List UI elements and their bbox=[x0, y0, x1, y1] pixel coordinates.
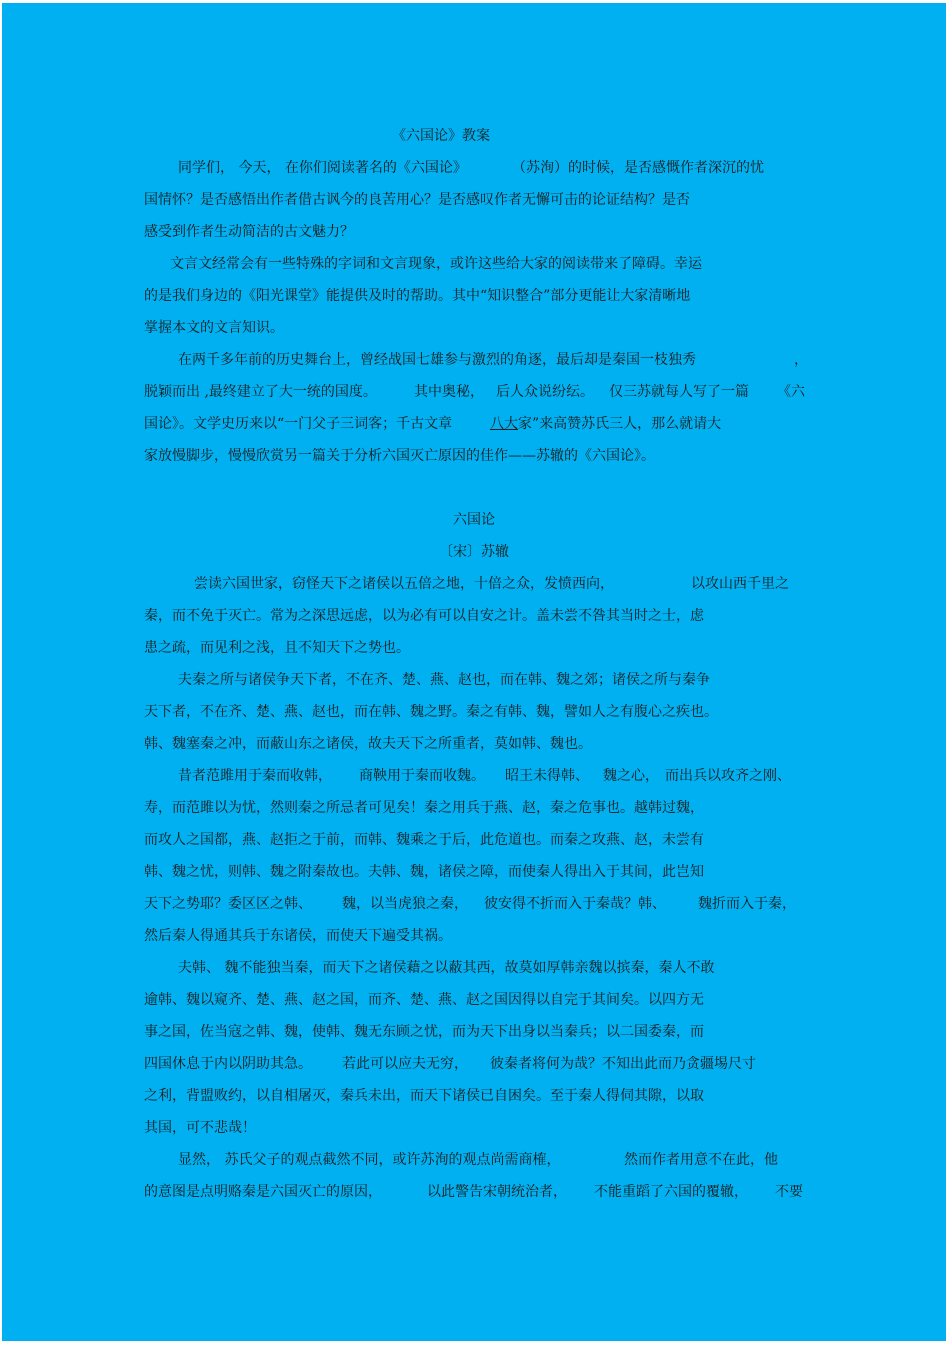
essay-line: 秦，而不免于灭亡。常为之深思远虑，以为必有可以自安之计。盖未尝不咎其当时之士，虑 bbox=[144, 608, 704, 624]
essay-line: 夫韩、 魏不能独当秦，而天下之诸侯藉之以蔽其西，故莫如厚韩亲魏以摈秦，秦人不敢 bbox=[178, 960, 715, 976]
intro-line: 《六 bbox=[777, 384, 805, 400]
intro-line: 家放慢脚步，慢慢欣赏另一篇关于分析六国灭亡原因的佳作——苏辙的《六国论》。 bbox=[144, 448, 655, 464]
essay-line: 天下之势耶？委区区之韩、 bbox=[144, 896, 312, 912]
intro-line: 在两千多年前的历史舞台上，曾经战国七雄参与激烈的角逐，最后却是秦国一枝独秀 bbox=[178, 352, 696, 368]
essay-line: 然后秦人得通其兵于东诸侯，而使天下遍受其祸。 bbox=[144, 928, 452, 944]
intro-line: 同学们， 今天， 在你们阅读著名的《六国论》 bbox=[178, 160, 467, 176]
intro-line: 家”来高赞苏氏三人，那么就请大 bbox=[518, 416, 722, 432]
intro-line: 文言文经常会有一些特殊的字词和文言现象，或许这些给大家的阅读带来了障碍。幸运 bbox=[170, 256, 702, 272]
essay-line: 商鞅用于秦而收魏。 bbox=[359, 768, 485, 784]
essay-line: 以攻山西千里之 bbox=[691, 576, 789, 592]
lesson-title: 《六国论》教案 bbox=[392, 128, 490, 144]
intro-line: 国论》。文学史历来以“一门父子三词客；千古文章 bbox=[144, 416, 453, 432]
document-page bbox=[2, 3, 946, 1341]
essay-line: 彼安得不折而入于秦哉？韩、 bbox=[484, 896, 666, 912]
essay-line: 昔者范雎用于秦而收韩， bbox=[178, 768, 332, 784]
essay-line: 逾韩、魏以窥齐、楚、燕、赵之国，而齐、楚、燕、赵之国因得以自完于其间矣。以四方无 bbox=[144, 992, 704, 1008]
essay-line: 魏，以当虎狼之秦， bbox=[342, 896, 468, 912]
essay-line: 其国，可不悲哉！ bbox=[144, 1120, 256, 1136]
essay-line: 事之国，佐当寇之韩、魏，使韩、魏无东顾之忧，而为天下出身以当秦兵；以二国委秦，而 bbox=[144, 1024, 704, 1040]
essay-line: 韩、魏之忧，则韩、魏之附秦故也。夫韩、魏，诸侯之障，而使秦人得出入于其间，此岂知 bbox=[144, 864, 704, 880]
essay-line: 显然， 苏氏父子的观点截然不同，或许苏洵的观点尚需商榷， bbox=[178, 1152, 561, 1168]
essay-line: 然而作者用意不在此，他 bbox=[624, 1152, 778, 1168]
essay-author: 〔宋〕苏辙 bbox=[439, 544, 509, 560]
essay-line: 彼秦者将何为哉？不知出此而乃贪疆埸尺寸 bbox=[490, 1056, 756, 1072]
essay-line: 患之疏，而见利之浅，且不知天下之势也。 bbox=[144, 640, 410, 656]
intro-line: 掌握本文的文言知识。 bbox=[144, 320, 284, 336]
essay-line: 若此可以应夫无穷， bbox=[342, 1056, 468, 1072]
essay-line: 尝读六国世家，窃怪天下之诸侯以五倍之地，十倍之众，发愤西向， bbox=[194, 576, 614, 592]
intro-underlined-phrase: 八大 bbox=[490, 416, 518, 432]
essay-line: 的意图是点明赂秦是六国灭亡的原因， bbox=[144, 1184, 382, 1200]
essay-line: 魏折而入于秦， bbox=[698, 896, 796, 912]
essay-line: 而攻人之国都，燕、赵拒之于前，而韩、魏乘之于后，此危道也。而秦之攻燕、赵，未尝有 bbox=[144, 832, 704, 848]
intro-line: 国情怀？是否感悟出作者借古讽今的良苦用心？是否感叹作者无懈可击的论证结构？是否 bbox=[144, 192, 690, 208]
essay-line: 魏之心， bbox=[603, 768, 659, 784]
essay-line: 不要 bbox=[775, 1184, 803, 1200]
essay-title: 六国论 bbox=[453, 512, 495, 528]
intro-line: 其中奥秘， bbox=[414, 384, 484, 400]
essay-line: 昭王未得韩、 bbox=[505, 768, 589, 784]
essay-line: 夫秦之所与诸侯争天下者，不在齐、楚、燕、赵也，而在韩、魏之郊；诸侯之所与秦争 bbox=[178, 672, 710, 688]
essay-line: 天下者，不在齐、楚、燕、赵也，而在韩、魏之野。秦之有韩、魏，譬如人之有腹心之疾也。 bbox=[144, 704, 718, 720]
intro-line: ， bbox=[794, 352, 808, 368]
essay-line: 之利，背盟败约，以自相屠灭，秦兵未出，而天下诸侯已自困矣。至于秦人得伺其隙，以取 bbox=[144, 1088, 704, 1104]
essay-line: 不能重蹈了六国的覆辙， bbox=[594, 1184, 748, 1200]
essay-line: 韩、魏塞秦之冲，而蔽山东之诸侯，故夫天下之所重者，莫如韩、魏也。 bbox=[144, 736, 592, 752]
intro-line: 仅三苏就每人写了一篇 bbox=[609, 384, 749, 400]
intro-line: 后人众说纷纭。 bbox=[496, 384, 594, 400]
essay-line: 四国休息于内以阴助其急。 bbox=[144, 1056, 312, 1072]
intro-line: 的是我们身边的《阳光课堂》能提供及时的帮助。其中“知识整合”部分更能让大家清晰地 bbox=[144, 288, 691, 304]
intro-line: 脱颖而出 ,最终建立了大一统的国度。 bbox=[144, 384, 377, 400]
essay-line: 以此警告宋朝统治者， bbox=[427, 1184, 567, 1200]
intro-line: （苏洵）的时候，是否感慨作者深沉的忧 bbox=[512, 160, 764, 176]
intro-line: 感受到作者生动简洁的古文魅力？ bbox=[144, 224, 354, 240]
essay-line: 而出兵以攻齐之刚、 bbox=[665, 768, 791, 784]
essay-line: 寿，而范雎以为忧，然则秦之所忌者可见矣！秦之用兵于燕、赵，秦之危事也。越韩过魏， bbox=[144, 800, 704, 816]
